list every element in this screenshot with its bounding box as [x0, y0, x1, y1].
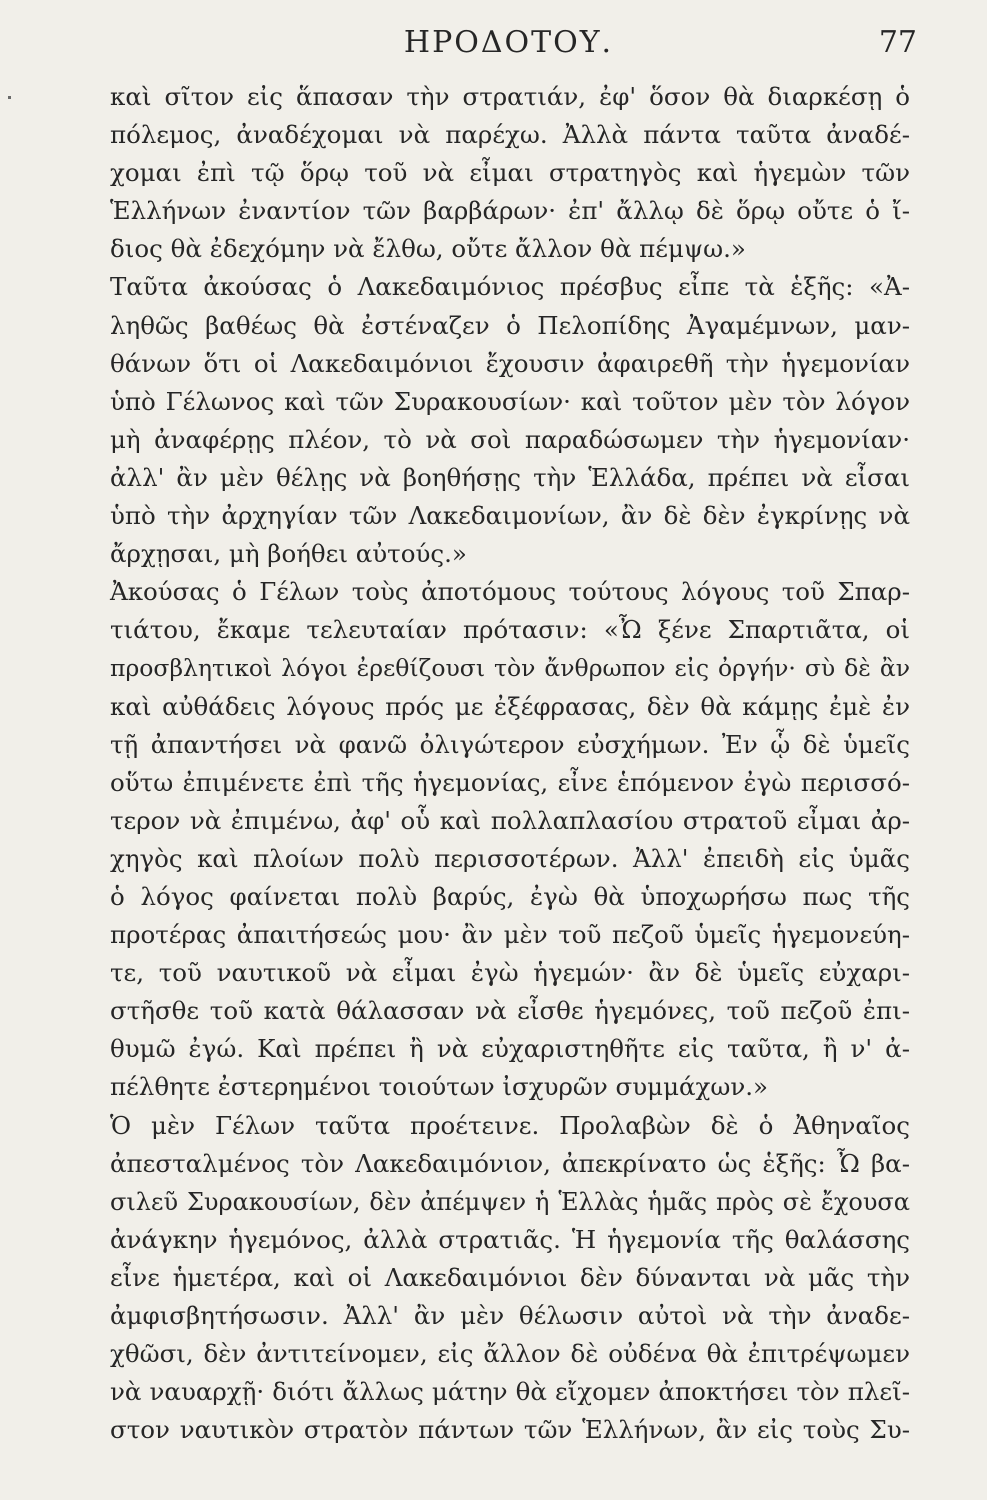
- text-line: ληθῶς βαθέως θὰ ἐστέναζεν ὁ Πελοπίδης Ἀγαμέμνων, μαν-: [110, 310, 910, 340]
- text-line: εἶνε ἡμετέρα, καὶ οἱ Λακεδαιμόνιοι δὲν δύνανται νὰ μᾶς τὴν: [110, 1262, 910, 1292]
- text-line: Ἑλλήνων ἐναντίον τῶν βαρβάρων· ἐπ' ἄλλῳ δὲ ὅρῳ οὔτε ὁ ἴ-: [110, 196, 910, 226]
- text-line: ἀλλ' ἂν μὲν θέλῃς νὰ βοηθήσῃς τὴν Ἑλλάδα, πρέπει νὰ εἶσαι: [110, 462, 910, 492]
- text-line: προσβλητικοὶ λόγοι ἐρεθίζουσι τὸν ἄνθρωπον εἰς ὀργήν· σὺ δὲ ἂν: [110, 654, 910, 683]
- text-line: ὁ λόγος φαίνεται πολὺ βαρύς, ἐγὼ θὰ ὑποχωρήσω πως τῆς: [110, 881, 910, 911]
- text-line: θυμῶ ἐγώ. Καὶ πρέπει ἢ νὰ εὐχαριστηθῆτε εἰς ταῦτα, ἢ ν' ἀ-: [110, 1034, 910, 1064]
- text-line: στῆσθε τοῦ κατὰ θάλασσαν νὰ εἶσθε ἡγεμόνες, τοῦ πεζοῦ ἐπι-: [110, 996, 910, 1026]
- text-line: θάνων ὅτι οἱ Λακεδαιμόνιοι ἔχουσιν ἀφαιρεθῆ τὴν ἡγεμονίαν: [110, 348, 910, 378]
- text-line: τερον νὰ ἐπιμένω, ἀφ' οὗ καὶ πολλαπλασίου στρατοῦ εἶμαι ἀρ-: [110, 805, 910, 835]
- text-line: ἄρχῃσαι, μὴ βοήθει αὐτούς.»: [110, 539, 467, 569]
- text-line: νὰ ναυαρχῇ· διότι ἄλλως μάτην θὰ εἴχομεν ἀποκτήσει τὸν πλεῖ-: [110, 1377, 910, 1407]
- text-line: οὕτω ἐπιμένετε ἐπὶ τῆς ἡγεμονίας, εἶνε ἑπόμενον ἐγὼ περισσό-: [110, 767, 910, 797]
- text-line: σιλεῦ Συρακουσίων, δὲν ἀπέμψεν ἡ Ἑλλὰς ἡμᾶς πρὸς σὲ ἔχουσα: [110, 1187, 910, 1216]
- text-line: προτέρας ἀπαιτήσεώς μου· ἂν μὲν τοῦ πεζοῦ ὑμεῖς ἡγεμονεύη-: [110, 920, 910, 950]
- text-line: πόλεμος, ἀναδέχομαι νὰ παρέχω. Ἀλλὰ πάντα ταῦτα ἀναδέ-: [110, 120, 910, 150]
- text-line: ἀνάγκην ἡγεμόνος, ἀλλὰ στρατιᾶς. Ἡ ἡγεμονία τῆς θαλάσσης: [110, 1224, 910, 1254]
- text-line: τιάτου, ἔκαμε τελευταίαν πρότασιν: «Ὦ ξένε Σπαρτιᾶτα, οἱ: [110, 615, 910, 645]
- text-line: πέλθητε ἐστερημένοι τοιούτων ἰσχυρῶν συμμάχων.»: [110, 1072, 769, 1102]
- text-line: μὴ ἀναφέρῃς πλέον, τὸ νὰ σοὶ παραδώσωμεν τὴν ἡγεμονίαν·: [110, 424, 910, 454]
- running-title: ΗΡΟΔΟΤΟΥ.: [403, 25, 614, 60]
- text-line: Ὁ μὲν Γέλων ταῦτα προέτεινε. Προλαβὼν δὲ ὁ Ἀθηναῖος: [110, 1110, 910, 1140]
- text-line: καὶ αὐθάδεις λόγους πρός με ἐξέφρασας, δὲν θὰ κάμῃς ἐμὲ ἐν: [110, 691, 910, 721]
- page-number: 77: [878, 25, 917, 60]
- body-text: [110, 78, 910, 1449]
- text-line: διος θὰ ἐδεχόμην νὰ ἔλθω, οὔτε ἄλλον θὰ πέμψω.»: [110, 234, 746, 264]
- margin-mark: [8, 96, 11, 99]
- text-line: χομαι ἐπὶ τῷ ὅρῳ τοῦ νὰ εἶμαι στρατηγὸς καὶ ἡγεμὼν τῶν: [110, 158, 910, 188]
- text-line: ἀμφισβητήσωσιν. Ἀλλ' ἂν μὲν θέλωσιν αὐτοὶ νὰ τὴν ἀναδε-: [110, 1301, 910, 1330]
- text-line: ὑπὸ τὴν ἀρχηγίαν τῶν Λακεδαιμονίων, ἂν δὲ δὲν ἐγκρίνῃς νὰ: [110, 501, 910, 531]
- text-line: χηγὸς καὶ πλοίων πολὺ περισσοτέρων. Ἀλλ' ἐπειδὴ εἰς ὑμᾶς: [110, 843, 910, 873]
- text-line: τῇ ἀπαντήσει νὰ φανῶ ὀλιγώτερον εὐσχήμων. Ἐν ᾧ δὲ ὑμεῖς: [110, 729, 910, 759]
- text-line: ὑπὸ Γέλωνος καὶ τῶν Συρακουσίων· καὶ τοῦτον μὲν τὸν λόγον: [110, 386, 910, 416]
- page-header: [100, 18, 917, 68]
- text-line: στον ναυτικὸν στρατὸν πάντων τῶν Ἑλλήνων, ἂν εἰς τοὺς Συ-: [110, 1415, 910, 1445]
- text-line: ἀπεσταλμένος τὸν Λακεδαιμόνιον, ἀπεκρίνατο ὡς ἑξῆς: Ὦ βα-: [110, 1148, 910, 1178]
- text-line: χθῶσι, δὲν ἀντιτείνομεν, εἰς ἄλλον δὲ οὐδένα θὰ ἐπιτρέψωμεν: [110, 1339, 910, 1369]
- text-line: Ἀκούσας ὁ Γέλων τοὺς ἀποτόμους τούτους λόγους τοῦ Σπαρ-: [110, 577, 910, 607]
- text-line: τε, τοῦ ναυτικοῦ νὰ εἶμαι ἐγὼ ἡγεμών· ἂν δὲ ὑμεῖς εὐχαρι-: [110, 958, 910, 988]
- text-line: καὶ σῖτον εἰς ἅπασαν τὴν στρατιάν, ἐφ' ὅσον θὰ διαρκέσῃ ὁ: [110, 82, 910, 111]
- text-line: Ταῦτα ἀκούσας ὁ Λακεδαιμόνιος πρέσβυς εἶπε τὰ ἑξῆς: «Ἀ-: [110, 272, 910, 302]
